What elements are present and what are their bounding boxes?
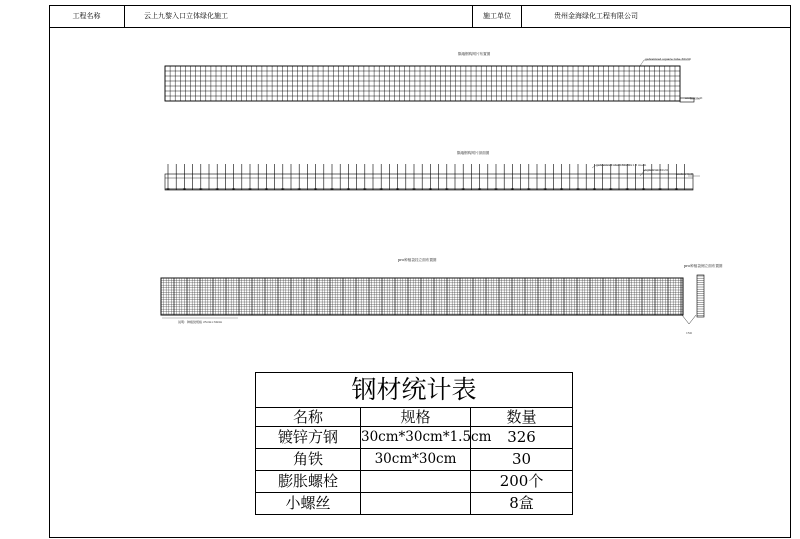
section-callout-2: angle iron 30x30 xyxy=(643,168,669,172)
section-callout-3: anchor bolt xyxy=(676,172,694,176)
header-qty: 数量 xyxy=(471,408,573,427)
elevation-callout-2: anchor bolt xyxy=(685,96,703,100)
table-row xyxy=(256,471,573,493)
planting-side-caption: pro种植袋侧立面布置图 xyxy=(684,264,723,268)
section-callout-1: galvanized steel 30x30x1.5 mesh xyxy=(596,163,647,167)
planting-caption: pro种植袋挂立面布置图 xyxy=(398,258,437,262)
row-spec xyxy=(361,493,471,515)
table-row xyxy=(256,449,573,471)
row-qty: 326 xyxy=(471,427,573,449)
planting-note: 说明：种植袋规格 25cm×30cm xyxy=(178,320,223,324)
contractor-label: 施工单位 xyxy=(483,12,511,20)
row-name: 角铁 xyxy=(256,449,361,471)
row-spec: 30cm*30cm*1.5cm xyxy=(361,427,471,449)
section-caption: 隔墙钢构网片剖面图 xyxy=(457,151,490,155)
table-title: 钢材统计表 xyxy=(256,373,573,408)
header-name: 名称 xyxy=(256,408,361,427)
project-name: 云上九黎入口立体绿化施工 xyxy=(144,12,228,20)
planting-bag-view xyxy=(161,275,704,324)
row-qty: 30 xyxy=(471,449,573,471)
header-spec: 规格 xyxy=(361,408,471,427)
row-name: 小螺丝 xyxy=(256,493,361,515)
section-view xyxy=(165,164,700,190)
project-label: 工程名称 xyxy=(72,12,101,20)
table-row xyxy=(256,427,573,449)
table-row xyxy=(256,493,573,515)
row-spec xyxy=(361,471,471,493)
row-spec: 30cm*30cm xyxy=(361,449,471,471)
elevation-callout-1: galvanized square tube 30x30 xyxy=(645,57,691,61)
contractor-name: 贵州金海绿化工程有限公司 xyxy=(554,12,638,20)
row-name: 膨胀螺栓 xyxy=(256,471,361,493)
elevation-caption: 隔墙钢构网片布置图 xyxy=(458,52,491,56)
elevation-mesh-view xyxy=(165,60,703,102)
table-header-row xyxy=(256,408,573,427)
steel-statistics-table xyxy=(255,372,573,515)
row-name: 镀锌方钢 xyxy=(256,427,361,449)
row-qty: 8盒 xyxy=(471,493,573,515)
row-qty: 200个 xyxy=(471,471,573,493)
planting-dimension: 150 xyxy=(686,331,692,335)
